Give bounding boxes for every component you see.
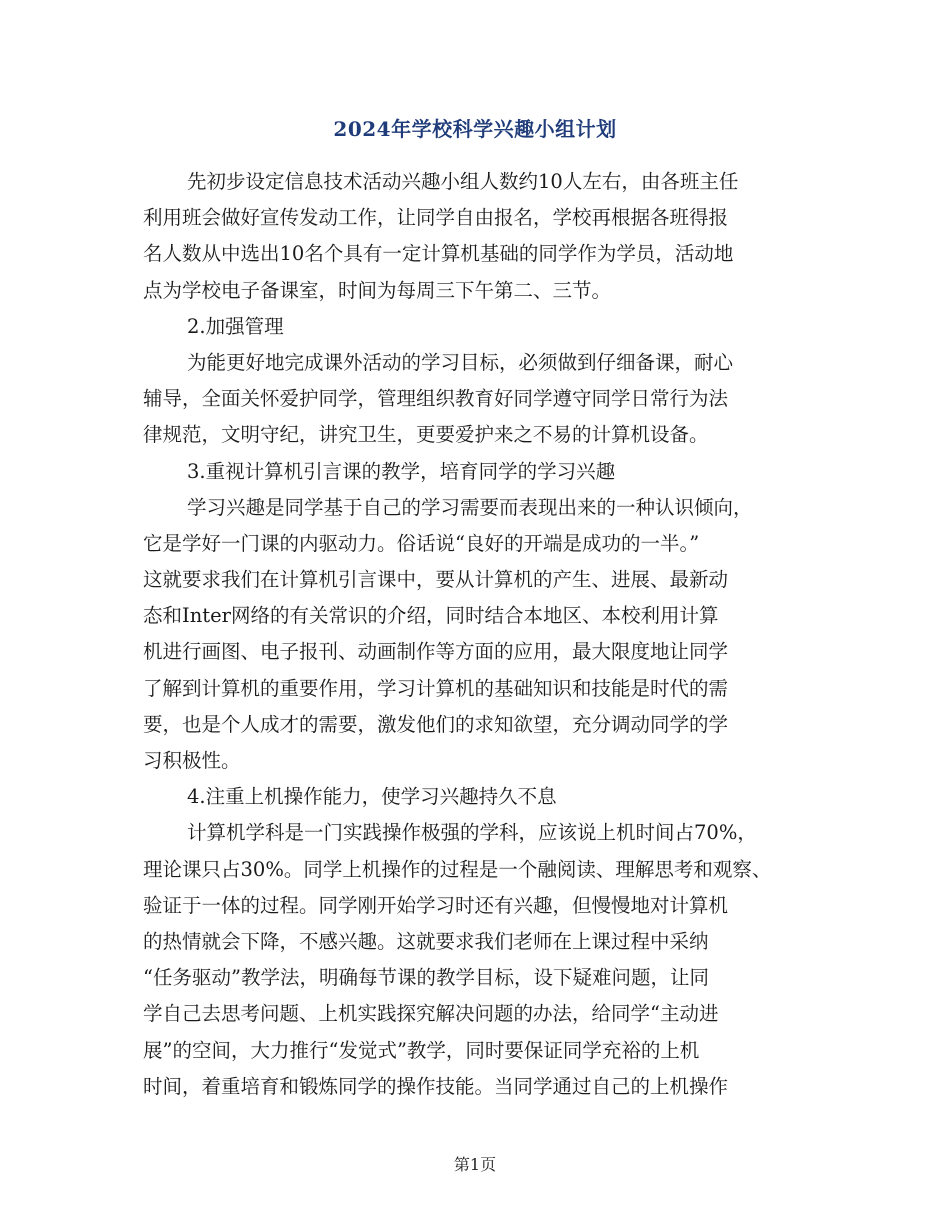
document-body [143, 164, 823, 1105]
paragraph-line: 理论课只占30%。同学上机操作的过程是一个融阅读、理解思考和观察、 [143, 857, 772, 881]
paragraph-line: 点为学校电子备课室，时间为每周三下午第二、三节。 [143, 278, 612, 302]
paragraph-line: 学习兴趣是同学基于自己的学习需要而表现出来的一种认识倾向， [187, 495, 753, 519]
paragraph-line: 验证于一体的过程。同学刚开始学习时还有兴趣，但慢慢地对计算机 [143, 893, 729, 917]
paragraph-line: 辅导，全面关怀爱护同学，管理组织教育好同学遵守同学日常行为法 [143, 387, 729, 411]
paragraph-line: 态和Inter网络的有关常识的介绍，同时结合本地区、本校利用计算 [143, 604, 719, 628]
document-title: 2024年学校科学兴趣小组计划 [333, 117, 617, 141]
paragraph-line: 先初步设定信息技术活动兴趣小组人数约10人左右，由各班主任 [187, 170, 739, 193]
paragraph-line: 机进行画图、电子报刊、动画制作等方面的应用，最大限度地让同学 [143, 640, 729, 664]
paragraph-line: 利用班会做好宣传发动工作，让同学自由报名，学校再根据各班得报 [143, 206, 729, 230]
page-number: 第1页 [453, 1155, 497, 1174]
paragraph-line: 学自己去思考问题、上机实践探究解决问题的办法，给同学“主动进 [143, 1002, 719, 1026]
section-heading: 2.加强管理 [187, 314, 284, 338]
paragraph-line: 的热情就会下降，不感兴趣。这就要求我们老师在上课过程中采纳 [143, 929, 709, 953]
paragraph-line: 时间，着重培育和锻炼同学的操作技能。当同学通过自己的上机操作 [143, 1074, 729, 1098]
paragraph-line: “任务驱动”教学法，明确每节课的教学目标，设下疑难问题，让同 [143, 966, 709, 990]
paragraph-line: 名人数从中选出10名个具有一定计算机基础的同学作为学员，活动地 [143, 242, 734, 266]
paragraph-line: 展”的空间，大力推行“发觉式”教学，同时要保证同学充裕的上机 [143, 1038, 700, 1062]
section-heading: 4.注重上机操作能力，使学习兴趣持久不息 [187, 785, 557, 809]
paragraph-line: 习积极性。 [143, 749, 241, 772]
paragraph-line: 为能更好地完成课外活动的学习目标，必须做到仔细备课，耐心 [187, 350, 734, 374]
paragraph-line: 要，也是个人成才的需要，激发他们的求知欲望，充分调动同学的学 [143, 712, 729, 736]
paragraph-line: 计算机学科是一门实践操作极强的学科，应该说上机时间占70%， [187, 821, 757, 845]
section-heading: 3.重视计算机引言课的教学，培育同学的学习兴趣 [187, 459, 616, 483]
paragraph-line: 了解到计算机的重要作用，学习计算机的基础知识和技能是时代的需 [143, 676, 729, 700]
paragraph-line: 律规范，文明守纪，讲究卫生，更要爱护来之不易的计算机设备。 [143, 423, 709, 447]
paragraph-line: 它是学好一门课的内驱动力。俗话说“良好的开端是成功的一半。” [143, 531, 700, 555]
paragraph-line: 这就要求我们在计算机引言课中，要从计算机的产生、进展、最新动 [143, 568, 729, 592]
